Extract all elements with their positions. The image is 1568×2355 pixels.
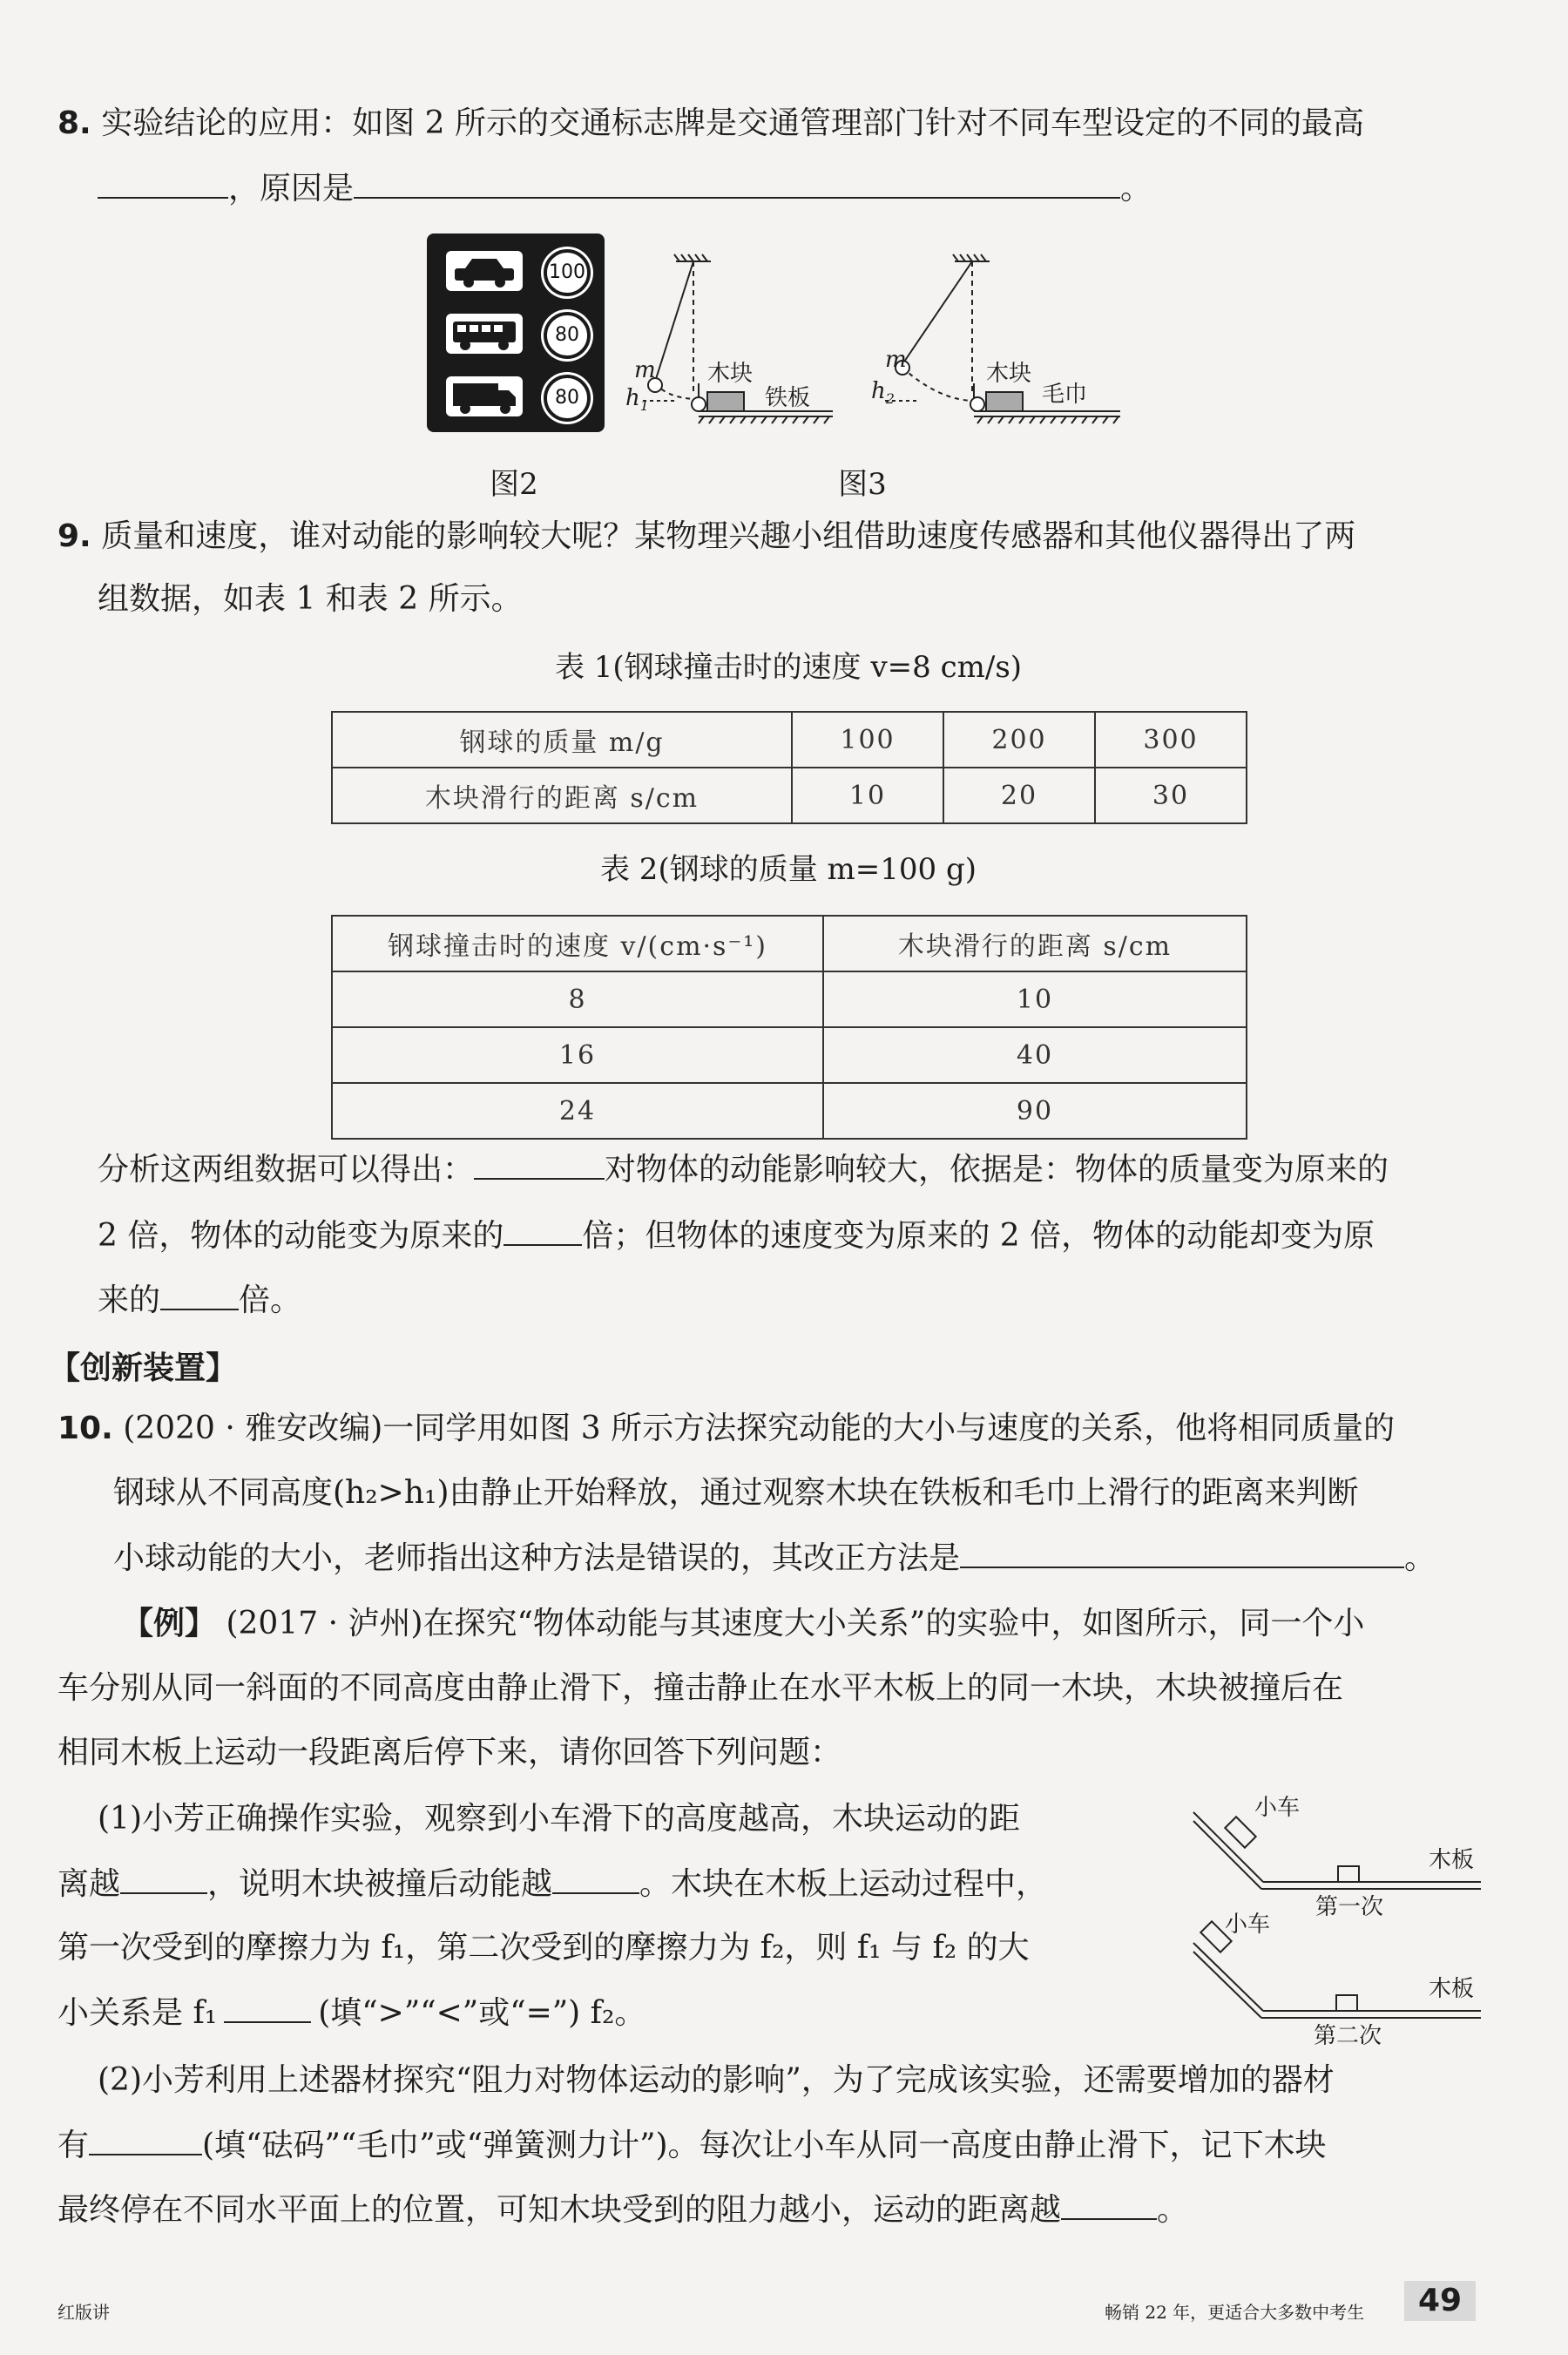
fig-board-label-1: 木板: [1429, 1847, 1475, 1873]
example-blank-compare[interactable]: [224, 1992, 311, 2023]
table2-cell: 40: [823, 1027, 1247, 1083]
fig3-right-h: [871, 378, 895, 407]
table1-row-distance: [332, 768, 1247, 823]
section-title: 【创新装置】: [49, 1350, 238, 1386]
q9-analysis1a: 分析这两组数据可以得出：: [98, 1152, 475, 1188]
fig3-left-m: m: [634, 357, 656, 383]
table2-header-cell: 钢球撞击时的速度 v/(cm·s⁻¹): [332, 916, 823, 971]
fig3-right-h-sub: 2: [885, 390, 895, 408]
q9-blank-mass-ratio[interactable]: [504, 1215, 582, 1246]
table1-caption: 表 1(钢球撞击时的速度 v=8 cm/s): [554, 650, 1023, 685]
example-p2-line2: [57, 2124, 1327, 2167]
footer-left: 红版讲: [57, 2302, 110, 2323]
q9-text1: 质量和速度，谁对动能的影响较大呢？某物理兴趣小组借助速度传感器和其他仪器得出了两: [101, 518, 1356, 554]
example-p2-2a: 有: [57, 2128, 90, 2163]
fig3-left-h-sub: 1: [639, 397, 649, 415]
example-blank-equipment[interactable]: [89, 2124, 202, 2155]
q10-text3b: 。: [1404, 1540, 1436, 1576]
table2-cell: 10: [823, 971, 1247, 1027]
q10-line2: 钢球从不同高度(h₂>h₁)由静止开始释放，通过观察木块在铁板和毛巾上滑行的距离来判断: [113, 1475, 1359, 1511]
example-p1-line4: [57, 1992, 645, 2034]
table2-row: [332, 1083, 1247, 1139]
table2-row: [332, 1027, 1247, 1083]
q9-analysis3b: 倍。: [239, 1282, 302, 1318]
example-p2-2b: (填“砝码”“毛巾”或“弹簧测力计”)。每次让小车从同一高度由静止滑下，记下木块: [202, 2128, 1327, 2163]
q8-blank-2[interactable]: [354, 167, 1120, 199]
q8-text1: 实验结论的应用：如图 2 所示的交通标志牌是交通管理部门针对不同车型设定的不同的最高: [101, 105, 1364, 141]
fig2-caption: 图2: [490, 467, 538, 502]
example-line1: [122, 1603, 1364, 1645]
q9-blank-speed-ratio[interactable]: [160, 1279, 239, 1310]
speed-limit-bus: 80: [544, 312, 591, 359]
fig3-right-h-letter: h: [871, 378, 886, 404]
example-p2-3a: 最终停在不同水平面上的位置，可知木块受到的阻力越小，运动的距离越: [57, 2192, 1062, 2228]
speed-limit-car: 100: [544, 249, 591, 296]
q8-text2a: ，原因是: [228, 171, 355, 206]
fig-second-label: 第二次: [1314, 2023, 1382, 2049]
table2-caption: 表 2(钢球的质量 m=100 g): [600, 852, 977, 887]
fig-cart-label-1: 小车: [1254, 1795, 1301, 1821]
q9-analysis3a: 来的: [98, 1282, 161, 1318]
sign-row-truck: [439, 369, 592, 423]
table2-cell: 24: [332, 1083, 823, 1139]
q10-line3: [113, 1537, 1436, 1580]
q9-blank-factor[interactable]: [474, 1148, 605, 1180]
q9-line2: 组数据，如表 1 和表 2 所示。: [98, 581, 523, 617]
example-p1-4b: (填“>”“<”或“=”) f₂。: [318, 1995, 646, 2031]
fig3-left-block: 木块: [707, 361, 754, 387]
example-p2-line3: [57, 2189, 1188, 2231]
q10-text1: (2020 · 雅安改编)一同学用如图 3 所示方法探究动能的大小与速度的关系，他将相同质量的: [123, 1411, 1396, 1446]
truck-icon: [446, 376, 523, 416]
example-line2: 车分别从同一斜面的不同高度由静止滑下，撞击静止在水平木板上的同一木块，木块被撞后在: [57, 1670, 1344, 1706]
example-p1-line2: [57, 1863, 1047, 1905]
q10-blank-method[interactable]: [960, 1537, 1404, 1568]
table1: [331, 711, 1247, 824]
sign-row-car: [439, 244, 592, 298]
table1-cell: 钢球的质量 m/g: [332, 712, 792, 768]
example-p1-2a: 离越: [57, 1866, 121, 1902]
q10-text3a: 小球动能的大小，老师指出这种方法是错误的，其改正方法是: [113, 1540, 961, 1576]
q9-analysis1b: 对物体的动能影响较大，依据是：物体的质量变为原来的: [605, 1152, 1389, 1188]
example-blank-distance-2[interactable]: [1061, 2189, 1157, 2220]
q8-line1: [57, 103, 1364, 145]
example-blank-distance[interactable]: [120, 1863, 207, 1894]
example-p2-line1: (2)小芳利用上述器材探究“阻力对物体运动的影响”，为了完成该实验，还需要增加的器材: [98, 2062, 1335, 2098]
q8-text2b: 。: [1120, 171, 1152, 206]
q8-number: 8.: [57, 105, 91, 141]
q10-line1: [57, 1408, 1395, 1450]
q9-analysis2a: 2 倍，物体的动能变为原来的: [98, 1218, 504, 1254]
fig3-caption: 图3: [838, 467, 887, 502]
table2: [331, 915, 1247, 1140]
fig3-right-m: m: [885, 347, 907, 373]
fig3-left-h-letter: h: [625, 385, 640, 411]
q9-analysis2b: 倍；但物体的速度变为原来的 2 倍，物体的动能却变为原: [582, 1218, 1375, 1254]
example-blank-energy[interactable]: [552, 1863, 639, 1894]
table2-header-cell: 木块滑行的距离 s/cm: [823, 916, 1247, 971]
footer-right: 畅销 22 年，更适合大多数中考生: [1105, 2302, 1365, 2323]
q9-analysis-line2: [98, 1215, 1375, 1257]
fig-cart-label-2: 小车: [1225, 1912, 1271, 1938]
table1-cell: 木块滑行的距离 s/cm: [332, 768, 792, 823]
example-p1-line1: (1)小芳正确操作实验，观察到小车滑下的高度越高，木块运动的距: [98, 1801, 1020, 1837]
q10-number: 10.: [57, 1411, 113, 1446]
speed-limit-truck: 80: [544, 375, 591, 422]
table1-cell: 300: [1095, 712, 1247, 768]
fig3-diagram: [624, 253, 1129, 444]
table2-header-row: [332, 916, 1247, 971]
example-p1-4a: 小关系是 f₁: [57, 1995, 218, 2031]
example-p1-2b: ，说明木块被撞后动能越: [207, 1866, 553, 1902]
q8-line2: [98, 167, 1152, 210]
table2-row: [332, 971, 1247, 1027]
traffic-sign: [427, 233, 605, 432]
q9-line1: [57, 516, 1355, 558]
example-p1-2c: 。木块在木板上运动过程中，: [639, 1866, 1048, 1902]
table1-row-mass: [332, 712, 1247, 768]
table1-cell: 10: [792, 768, 943, 823]
fig3-left-h: [625, 385, 649, 414]
q8-blank-1[interactable]: [98, 167, 228, 199]
table2-cell: 16: [332, 1027, 823, 1083]
fig-board-label-2: 木板: [1429, 1976, 1475, 2002]
fig3-left-surface: 铁板: [765, 385, 811, 411]
q9-analysis-line3: [98, 1279, 301, 1322]
table2-cell: 90: [823, 1083, 1247, 1139]
example-tag: 【例】: [122, 1606, 217, 1641]
table1-cell: 200: [943, 712, 1095, 768]
page-number: 49: [1404, 2281, 1476, 2321]
fig3-right-block: 木块: [986, 361, 1032, 387]
car-icon: [446, 251, 523, 291]
table1-cell: 100: [792, 712, 943, 768]
q9-analysis-line1: [98, 1148, 1389, 1191]
fig3-right-surface: 毛巾: [1042, 382, 1088, 408]
table1-cell: 30: [1095, 768, 1247, 823]
sign-row-bus: [439, 307, 592, 361]
example-p2-3b: 。: [1157, 2192, 1189, 2228]
example-text1: (2017 · 泸州)在探究“物体动能与其速度大小关系”的实验中，如图所示，同一个小: [226, 1606, 1365, 1641]
example-p1-line3: 第一次受到的摩擦力为 f₁，第二次受到的摩擦力为 f₂，则 f₁ 与 f₂ 的大: [57, 1930, 1030, 1966]
table2-cell: 8: [332, 971, 823, 1027]
table1-cell: 20: [943, 768, 1095, 823]
q9-number: 9.: [57, 518, 91, 554]
bus-icon: [446, 314, 523, 354]
fig-first-label: 第一次: [1315, 1894, 1384, 1920]
example-line3: 相同木板上运动一段距离后停下来，请你回答下列问题：: [57, 1735, 842, 1770]
